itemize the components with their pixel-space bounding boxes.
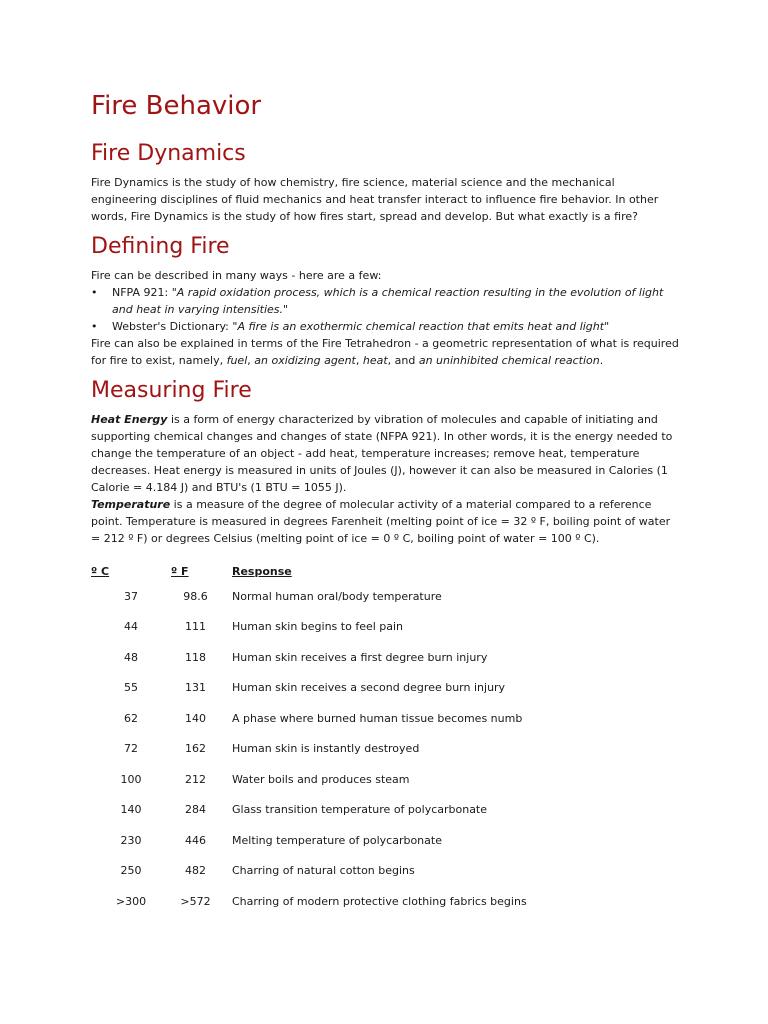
cell-celsius: 72	[124, 742, 138, 756]
defining-intro: Fire can be described in many ways - here are a few:	[91, 269, 382, 282]
cell-fahrenheit: >572	[180, 894, 211, 908]
separator: .	[599, 354, 604, 367]
cell-fahrenheit: 140	[185, 711, 206, 725]
cell-fahrenheit: 131	[185, 681, 206, 695]
table-row	[91, 612, 527, 643]
document-content	[91, 88, 681, 917]
cell-fahrenheit: 118	[185, 650, 206, 664]
cell-response: Human skin receives a second degree burn injury	[232, 681, 506, 695]
cell-response: Human skin begins to feel pain	[232, 620, 404, 634]
table-row	[91, 795, 527, 826]
table-row	[91, 581, 527, 612]
table-row	[91, 673, 527, 704]
page-title: Fire Behavior	[91, 91, 262, 121]
table-row	[91, 703, 527, 734]
cell-response: Normal human oral/body temperature	[232, 589, 442, 603]
cell-celsius: 140	[120, 803, 142, 817]
cell-celsius: 37	[124, 589, 138, 603]
heat-energy-text: is a form of energy characterized by vibration of molecules and capable of initiating and supporting chemical changes and changes of state (NFPA 921). In other words, it is the energy needed to change the temperature of an object - add heat, temperature increases; remove heat, temperature decreases. Heat energy is measured in units of Joules (J), however it can also be measured in Calories (1 Calorie = 4.184 J) and BTU's (1 BTU = 1055 J).	[91, 413, 673, 494]
table-body	[91, 581, 527, 917]
cell-response: Glass transition temperature of polycarbonate	[232, 803, 488, 817]
cell-fahrenheit: 446	[185, 833, 206, 847]
cell-fahrenheit: 162	[185, 742, 206, 756]
term-oxidizer: an oxidizing agent	[254, 354, 356, 367]
table-row	[91, 886, 527, 917]
cell-celsius: >300	[115, 894, 147, 908]
term-reaction: an uninhibited chemical reaction	[418, 354, 600, 367]
cell-fahrenheit: 111	[185, 620, 206, 634]
temperature-paragraph	[91, 496, 681, 547]
header-response: Response	[232, 564, 292, 578]
cell-response: A phase where burned human tissue becomes numb	[232, 711, 523, 725]
cell-celsius: 44	[124, 620, 138, 634]
list-item	[91, 284, 681, 318]
cell-celsius: 62	[124, 711, 138, 725]
bullet-icon: •	[91, 286, 98, 299]
heading-defining-fire: Defining Fire	[91, 234, 230, 259]
definition-source: Webster's Dictionary:	[112, 320, 233, 333]
definition-list	[91, 284, 681, 335]
definition-quote: "A rapid oxidation process, which is a chemical reaction resulting in the evolution of light and heat in varying intensities."	[112, 286, 664, 316]
list-item	[91, 318, 681, 335]
heading-measuring-fire: Measuring Fire	[91, 378, 252, 403]
cell-celsius: 250	[120, 864, 142, 878]
cell-response: Water boils and produces steam	[232, 772, 410, 786]
term-temperature: Temperature	[91, 498, 171, 511]
tetrahedron-paragraph	[91, 335, 681, 369]
definition-quote: "A fire is an exothermic chemical reaction that emits heat and light"	[232, 320, 610, 333]
separator: , and	[387, 354, 419, 367]
table-row	[91, 856, 527, 887]
table-row	[91, 825, 527, 856]
bullet-icon: •	[91, 320, 98, 333]
table-header-row	[91, 561, 527, 581]
table-row	[91, 764, 527, 795]
tetrahedron-text: Fire can also be explained in terms of the Fire Tetrahedron - a geometric representation of what is required for fire to exist, namely,	[91, 337, 679, 367]
cell-celsius: 230	[120, 833, 142, 847]
separator: ,	[355, 354, 363, 367]
cell-response: Human skin is instantly destroyed	[232, 742, 420, 756]
term-fuel: fuel	[226, 354, 248, 367]
term-heat-energy: Heat Energy	[91, 413, 168, 426]
fire-dynamics-paragraph: Fire Dynamics is the study of how chemistry, fire science, material science and the mechanical engineering disciplines of fluid mechanics and heat transfer interact to influence fire behavior. In other words, Fire Dynamics is the study of how fires start, spread and develop. But what exactly is a fire?	[91, 176, 659, 223]
cell-response: Charring of modern protective clothing fabrics begins	[232, 894, 527, 908]
heat-energy-paragraph	[91, 411, 681, 496]
definition-source: NFPA 921:	[112, 286, 172, 299]
temperature-text: is a measure of the degree of molecular activity of a material compared to a reference point. Temperature is measured in degrees Farenheit (melting point of ice = 32 º F, boiling point of water = 212 º F) or degrees Celsius (melting point of ice = 0 º C, boiling point of water = 100 º C).	[91, 498, 671, 545]
cell-celsius: 55	[124, 681, 138, 695]
cell-fahrenheit: 212	[185, 772, 206, 786]
term-heat: heat	[362, 354, 388, 367]
header-fahrenheit: º F	[171, 564, 189, 578]
heading-fire-dynamics: Fire Dynamics	[91, 141, 246, 166]
cell-celsius: 48	[124, 650, 138, 664]
cell-fahrenheit: 284	[185, 803, 206, 817]
header-celsius: º C	[91, 564, 110, 578]
cell-fahrenheit: 482	[185, 864, 206, 878]
cell-response: Human skin receives a first degree burn injury	[232, 650, 488, 664]
cell-celsius: 100	[120, 772, 142, 786]
temperature-table	[91, 561, 527, 917]
separator: ,	[247, 354, 255, 367]
cell-response: Melting temperature of polycarbonate	[232, 833, 442, 847]
cell-response: Charring of natural cotton begins	[232, 864, 415, 878]
table-row	[91, 642, 527, 673]
table-row	[91, 734, 527, 765]
cell-fahrenheit: 98.6	[183, 589, 208, 603]
